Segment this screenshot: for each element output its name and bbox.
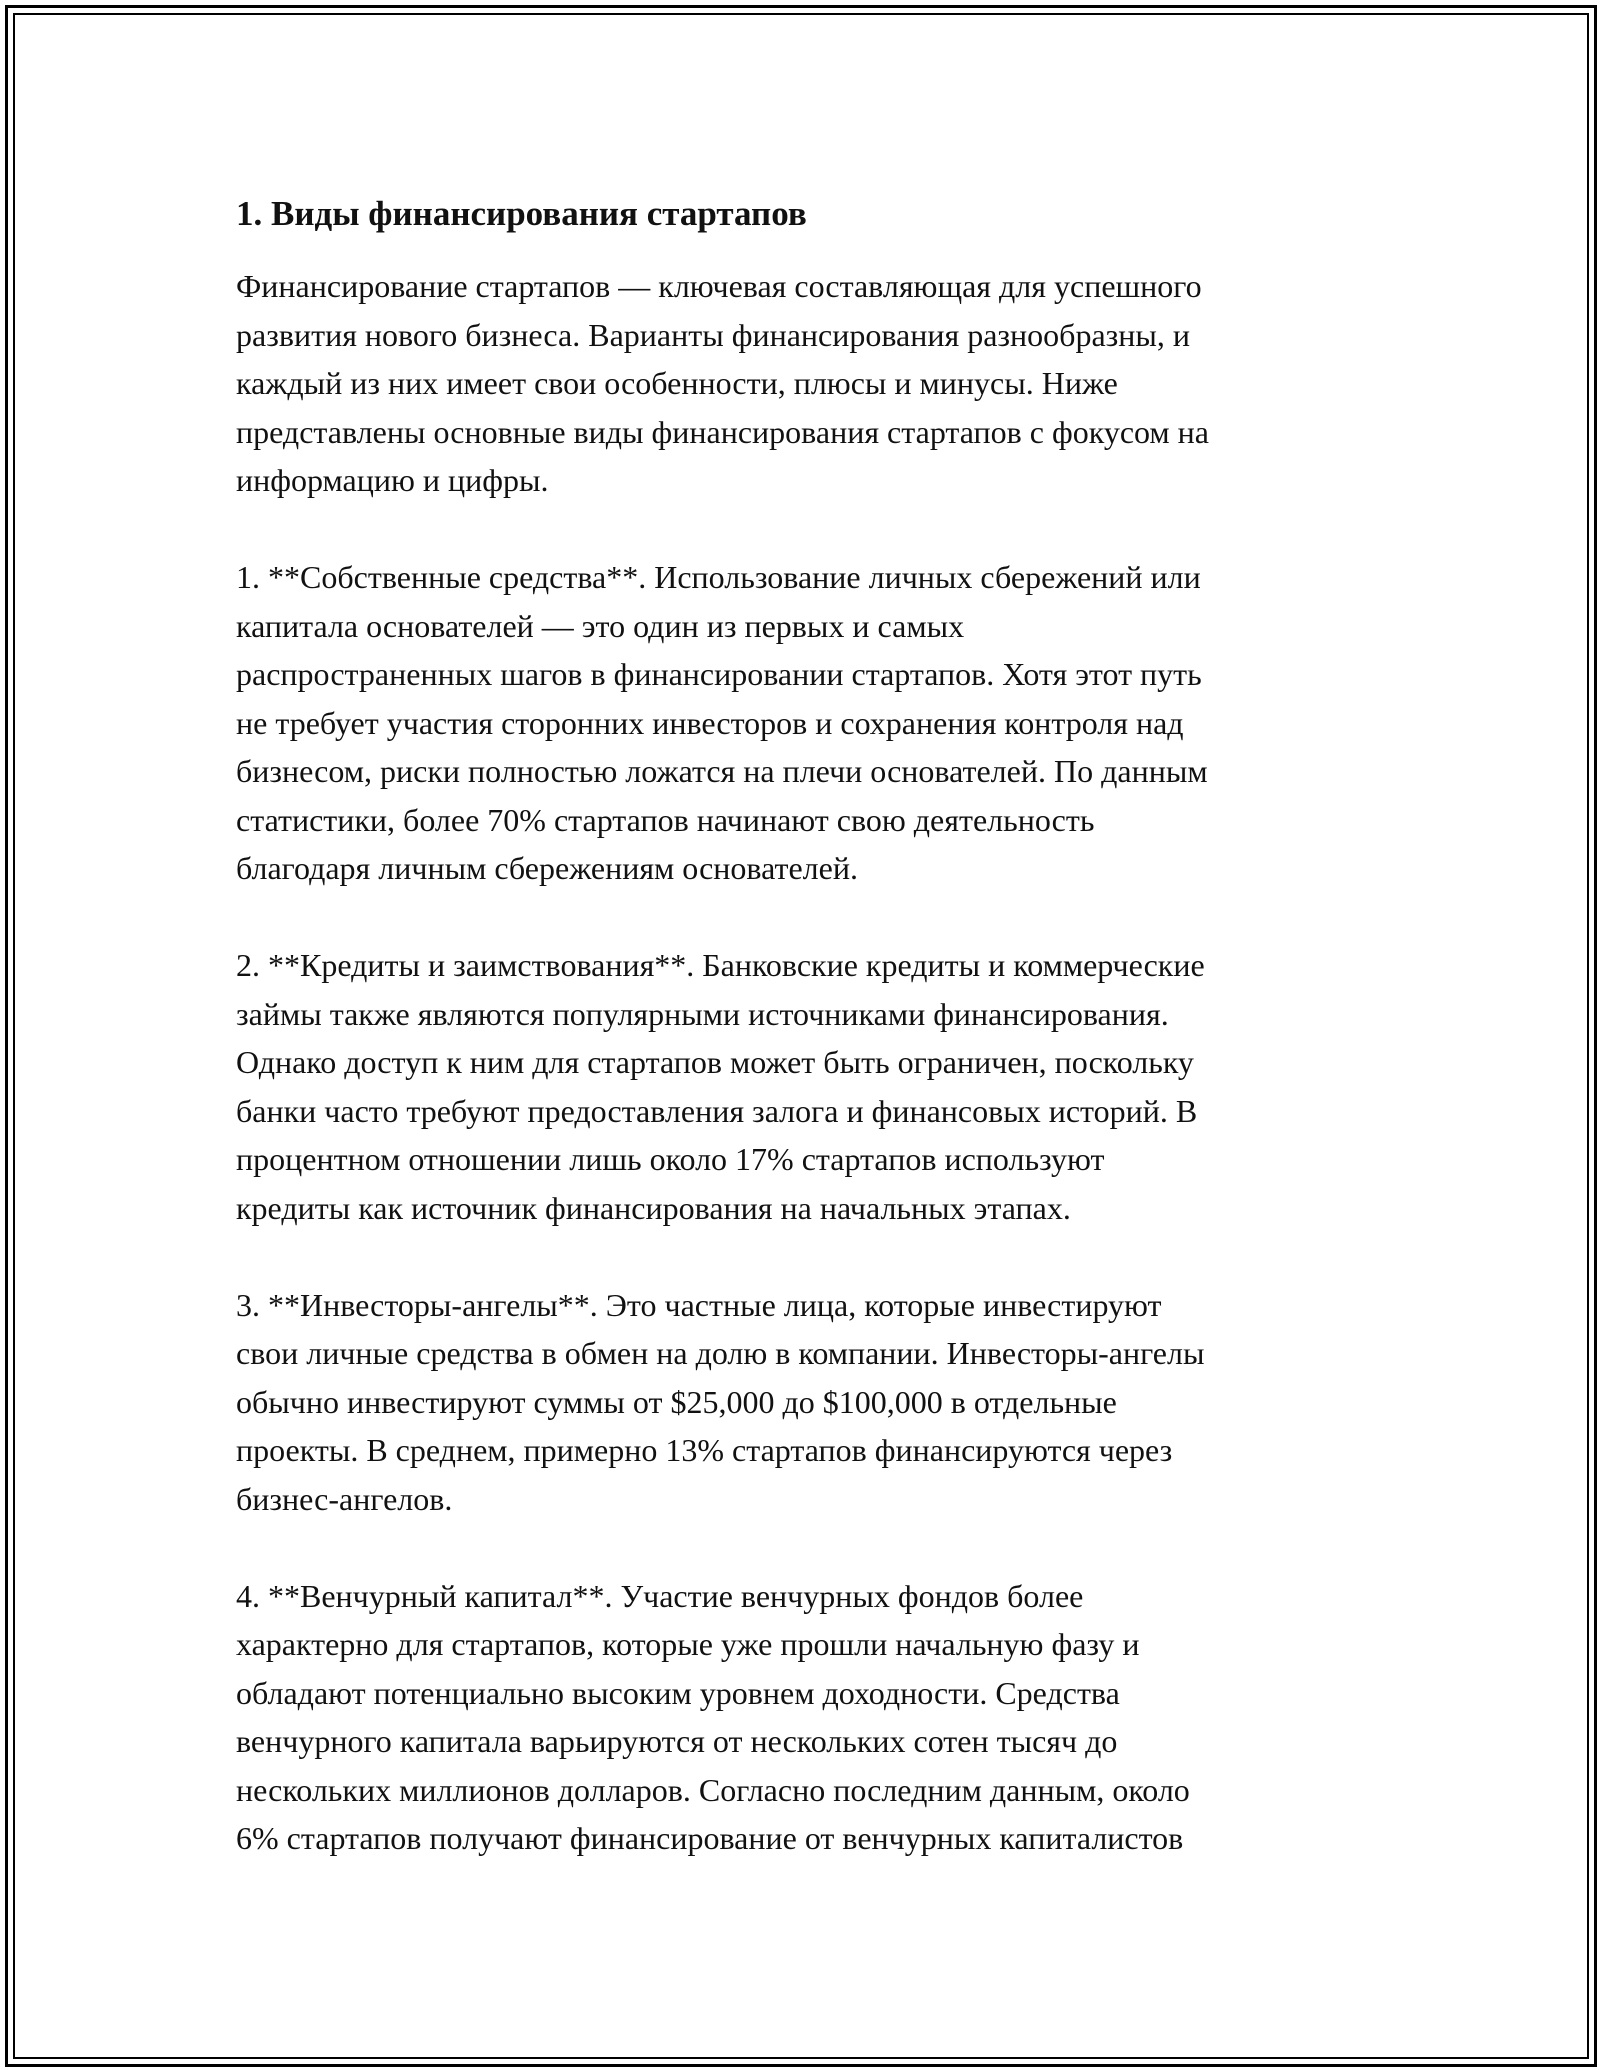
paragraph-angel-investors: 3. **Инвесторы-ангелы**. Это частные лица, которые инвестируют свои личные средства в обмен на долю в компании. Инвесторы-ангелы обычно инвестируют суммы от $25,000 до $100,000 в отдельные проекты. В среднем, примерно 13% стартапов финансируются через бизнес-ангелов. bbox=[236, 1286, 1205, 1517]
section-heading: 1. Виды финансирования стартапов bbox=[236, 194, 807, 233]
paragraph-own-funds: 1. **Собственные средства**. Использование личных сбережений или капитала основателей — это один из первых и самых распространенных шагов в финансировании стартапов. Хотя этот путь не требует участия сторонних инвесторов и сохранения контроля над бизнесом, риски полностью ложатся на плечи основателей. По данным статистики, более 70% стартапов начинают свою деятельность благодаря личным сбережениям основателей. bbox=[236, 559, 1208, 886]
paragraph-venture-capital: 4. **Венчурный капитал**. Участие венчурных фондов более характерно для стартапов, которые уже прошли начальную фазу и обладают потенциально высоким уровнем доходности. Средства венчурного капитала варьируются от нескольких сотен тысяч до нескольких миллионов долларов. Согласно последним данным, около 6% стартапов получают финансирование от венчурных капиталистов bbox=[236, 1577, 1190, 1856]
intro-paragraph: Финансирование стартапов — ключевая составляющая для успешного развития нового бизнеса. Варианты финансирования разнообразны, и каждый из них имеет свои особенности, плюсы и минусы. Ниже представлены основные виды финансирования стартапов с фокусом на информацию и цифры. bbox=[236, 268, 1209, 498]
document-body bbox=[236, 186, 1356, 1863]
paragraph-loans: 2. **Кредиты и заимствования**. Банковские кредиты и коммерческие займы также являются популярными источниками финансирования. Однако доступ к ним для стартапов может быть ограничен, поскольку банки часто требуют предоставления залога и финансовых историй. В процентном отношении лишь около 17% стартапов используют кредиты как источник финансирования на начальных этапах. bbox=[236, 947, 1205, 1226]
